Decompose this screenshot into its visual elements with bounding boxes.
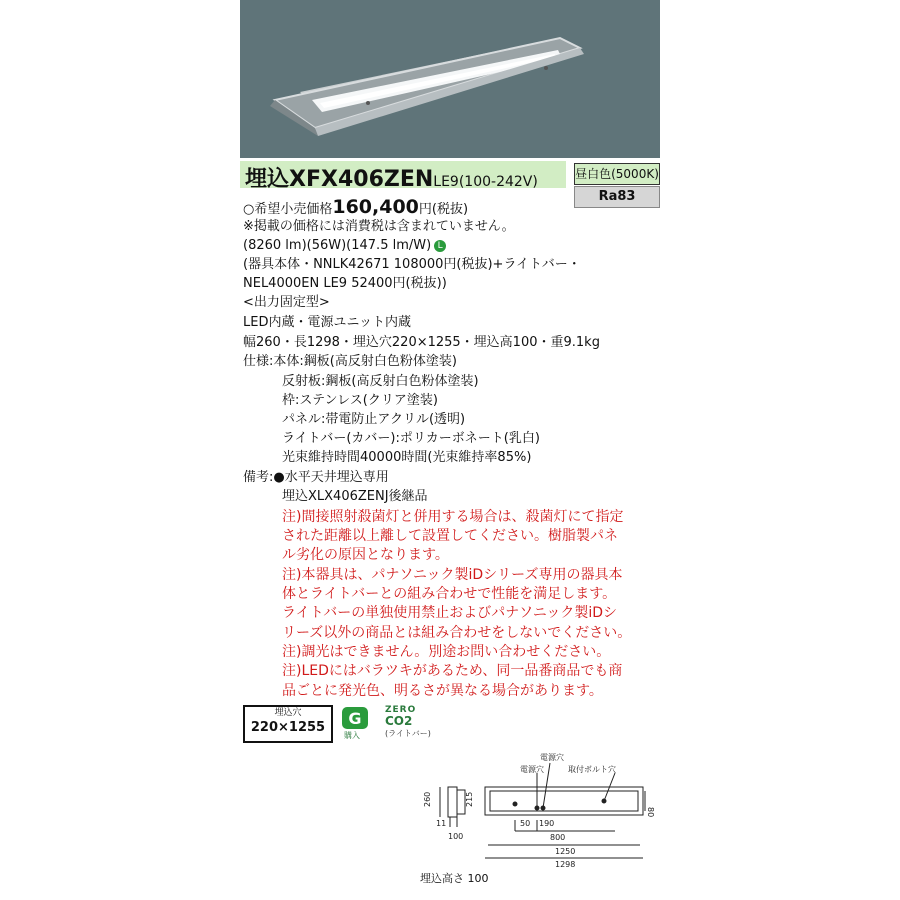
svg-text:G: G xyxy=(348,709,362,728)
warning-line: 注)LEDにはバラツキがあるため、同一品番商品でも商 xyxy=(282,663,623,679)
cutout-value: 220×1255 xyxy=(250,720,326,735)
color-temp-badge: 昼白色(5000K) xyxy=(574,163,660,185)
zero-co2-badge xyxy=(385,705,445,745)
label-power-hole: 電源穴 xyxy=(520,765,544,774)
plan-view-inner xyxy=(490,791,638,811)
dim-800: 800 xyxy=(550,833,566,842)
eco-mark-icon: L xyxy=(434,240,446,252)
dim-1298: 1298 xyxy=(555,860,576,869)
spec-line-1: 仕様:本体:鋼板(高反射白色粉体塗装) xyxy=(243,354,457,369)
warning-line: 注)本器具は、パナソニック製iDシリーズ専用の器具本 xyxy=(282,567,623,583)
green-purchase-label: 購入 xyxy=(344,731,360,740)
warning-line: 品ごとに発光色、明るさが異なる場合があります。 xyxy=(282,683,603,699)
spec-line-5: ライトバー(カバー):ポリカーボネート(乳白) xyxy=(282,431,540,446)
warning-line: 注)調光はできません。別途お問い合わせください。 xyxy=(282,644,611,660)
label-power-hole: 電源穴 xyxy=(540,753,564,762)
components-line-1: (器具本体・NNLK42671 108000円(税抜)+ライトバー・ xyxy=(243,257,581,272)
warning-line: 注)間接照射殺菌灯と併用する場合は、殺菌灯にて指定 xyxy=(282,509,624,525)
green-purchase-icon xyxy=(340,706,374,740)
tax-note: ※掲載の価格には消費税は含まれていません。 xyxy=(243,219,515,234)
ra-badge: Ra83 xyxy=(574,186,660,208)
price-prefix: ○希望小売価格 xyxy=(243,202,333,217)
warning-line: された距離以上離して設置してください。樹脂製パネ xyxy=(282,528,618,544)
warning-line: ル劣化の原因となります。 xyxy=(282,547,449,563)
price-line xyxy=(243,198,468,219)
note-line-1: 備考:●水平天井埋込専用 xyxy=(243,470,389,485)
warning-line: リーズ以外の商品とは組み合わせをしないでください。 xyxy=(282,625,632,641)
price-amount: 160,400 xyxy=(332,196,419,218)
spec-line-6: 光束維持時間40000時間(光束維持率85%) xyxy=(282,450,532,465)
dim-1250: 1250 xyxy=(555,847,576,856)
price-unit: 円(税抜) xyxy=(418,202,469,217)
product-title xyxy=(245,162,538,193)
side-view-body xyxy=(448,787,457,817)
output-type: <出力固定型> xyxy=(243,295,330,310)
drawing-caption: 埋込高さ 100 xyxy=(420,872,489,885)
dim-50: 50 xyxy=(520,819,531,828)
spec-line-4: パネル:帯電防止アクリル(透明) xyxy=(282,412,466,427)
label-bolt-hole: 取付ボルト穴 xyxy=(568,765,616,774)
warning-line: ライトバーの単独使用禁止およびパナソニック製iDシ xyxy=(282,605,617,621)
dimension-drawing xyxy=(410,745,660,870)
dim-260: 260 xyxy=(423,791,432,807)
dim-11: 11 xyxy=(436,819,447,828)
spec-line-2: 反射板:鋼板(高反射白色粉体塗装) xyxy=(282,374,479,389)
note-line-2: 埋込XLX406ZENJ後継品 xyxy=(282,489,428,504)
product-photo xyxy=(240,0,660,158)
dimensions: 幅260・長1298・埋込穴220×1255・埋込高100・重9.1kg xyxy=(243,335,600,350)
dim-215: 215 xyxy=(465,791,474,807)
title-suffix: LE9 xyxy=(433,174,459,190)
dim-190: 190 xyxy=(539,819,555,828)
zero-title: ZERO xyxy=(385,705,417,715)
output-line xyxy=(243,237,446,255)
dim-100: 100 xyxy=(448,832,464,841)
luminaire-image xyxy=(240,0,660,158)
spec-line-3: 枠:ステンレス(クリア塗装) xyxy=(282,393,438,408)
cutout-badge xyxy=(243,705,333,743)
led-built-in: LED内蔵・電源ユニット内蔵 xyxy=(243,315,411,330)
title-voltage: (100-242V) xyxy=(458,174,538,190)
warning-line: 体とライトバーとの組み合わせで性能を満足します。 xyxy=(282,586,617,602)
cutout-label: 埋込穴 xyxy=(274,708,302,718)
zero-note: (ライトバー) xyxy=(385,729,431,738)
dim-80: 80 xyxy=(646,807,655,818)
components-line-2: NEL4000EN LE9 52400円(税抜)) xyxy=(243,276,447,291)
output-text: (8260 lm)(56W)(147.5 lm/W) xyxy=(243,238,432,253)
zero-co2: CO2 xyxy=(385,714,413,728)
title-main: 埋込XFX406ZEN xyxy=(245,167,434,192)
